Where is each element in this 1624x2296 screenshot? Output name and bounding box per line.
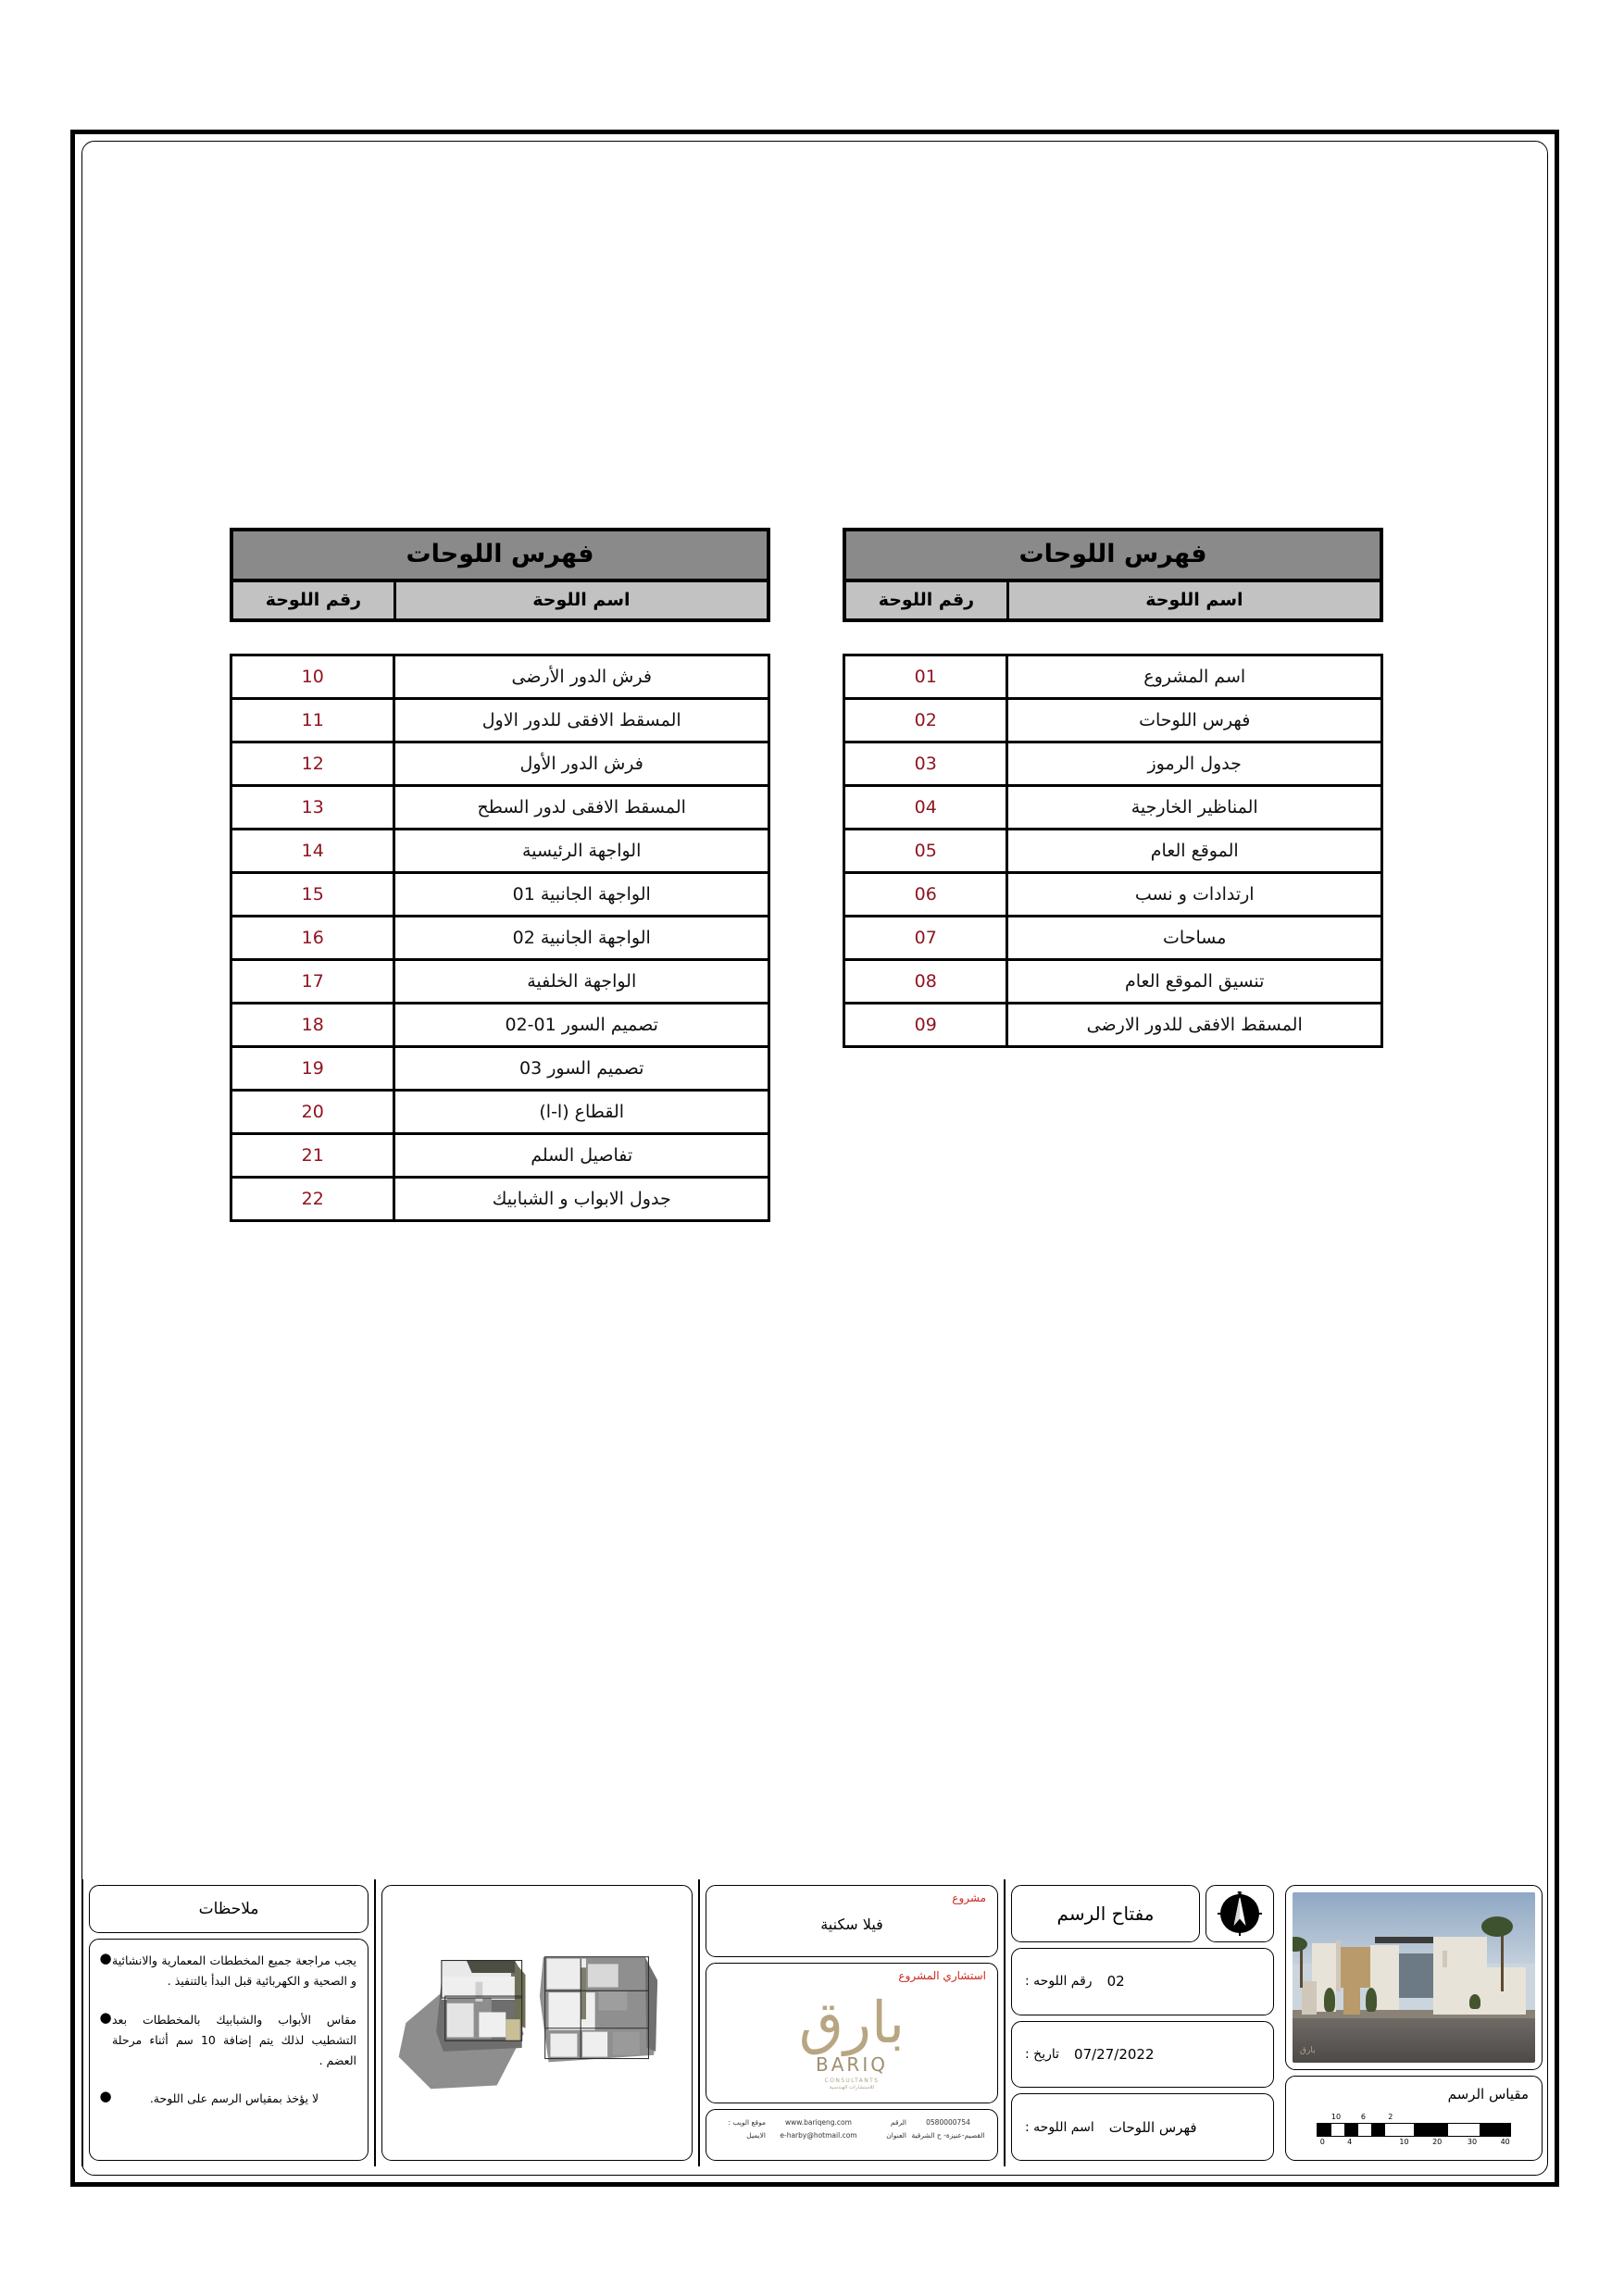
index-row-sheet-name: فهرس اللوحات [1006,700,1380,741]
index-row-sheet-name: القطاع (ا-ا) [393,1092,768,1132]
index-row[interactable] [232,700,768,743]
sheet-number-field [1011,1948,1274,2015]
address-label: العنوان [886,2131,906,2140]
index-row[interactable] [232,1179,768,1219]
index-row-sheet-name: الواجهة الخلفية [393,961,768,1002]
villa-exterior-render [1293,1892,1535,2063]
index-row-sheet-number: 17 [301,971,324,992]
render-road [1293,2018,1535,2063]
address-value: القصيم-عنيزة- ح الشرقية [911,2131,985,2140]
index-row-sheet-number: 12 [301,754,324,774]
index-column-headers-left [233,582,767,618]
index-row-sheet-number: 21 [301,1145,324,1166]
scale-bar-graphic [1317,2112,1511,2148]
index-row-sheet-name: جدول الابواب و الشبابيك [393,1179,768,1219]
index-row[interactable] [845,961,1380,1004]
project-column [698,1879,1004,2166]
index-row[interactable] [232,787,768,830]
render-fin [1336,1940,1341,1991]
logo-arabic-mark: بارق [798,1989,906,2056]
scale-tick-bottom: 20 [1432,2138,1443,2146]
axonometric-plans-image [390,1893,684,2152]
bariq-logo [706,1988,997,2097]
north-arrow-icon [1216,1890,1264,1938]
north-letter-label: N [1237,1890,1243,1899]
index-row-sheet-number: 07 [914,928,937,948]
index-row[interactable] [232,743,768,787]
drawing-key-heading: مفتاح الرسم [1056,1903,1155,1925]
index-row-sheet-number: 06 [914,884,937,905]
index-row[interactable] [845,743,1380,787]
render-shrub [1366,1988,1377,2012]
contact-row-email [718,2129,986,2142]
sheet-name-value: فهرس اللوحات [1108,2118,1197,2136]
date-field [1011,2021,1274,2089]
scale-panel [1285,2076,1543,2161]
index-column-headers-right [846,582,1380,618]
consultant-tag: استشاري المشروع [898,1969,986,1982]
index-row-sheet-name: المسقط الافقى للدور الارضى [1006,1004,1380,1045]
column-header-sheet-name: اسم اللوحة [1006,582,1380,618]
index-rows-left [230,654,770,1222]
exterior-render-panel [1285,1885,1543,2070]
logo-subtitle-arabic: للاستشارات الهندسية [829,2085,875,2090]
number-value: 0580000754 [926,2118,970,2127]
index-row-sheet-number: 01 [914,667,937,687]
index-row-sheet-number: 04 [914,797,937,817]
index-row-sheet-name: المسقط الافقى لدور السطح [393,787,768,828]
render-entry-door [1343,1978,1360,2015]
email-label: الايميل [746,2131,766,2140]
date-label: تاريخ : [1025,2047,1060,2062]
index-row[interactable] [232,917,768,961]
index-row-sheet-number: 09 [914,1015,937,1035]
scale-tick-bottom: 30 [1467,2138,1478,2146]
index-table-header-right [843,528,1383,622]
axonometric-plans-svg [390,1893,684,2152]
notes-column [81,1879,374,2166]
note-item [99,2089,358,2109]
column-header-sheet-name: اسم اللوحة [394,582,767,618]
column-header-sheet-number: رقم اللوحة [878,590,975,610]
website-label: موقع الويب : [728,2118,766,2127]
axonometric-plans-panel [381,1885,693,2161]
index-row[interactable] [232,830,768,874]
index-row-sheet-number: 11 [301,710,324,730]
render-shrub [1469,1994,1480,2009]
sheet-index-table-right [843,528,1383,1048]
index-title-right: فهرس اللوحات [846,531,1380,582]
note-item [99,2010,358,2071]
index-row-sheet-number: 18 [301,1015,324,1035]
visual-column [1280,1879,1548,2166]
index-row-sheet-name: الواجهة الرئيسية [393,830,768,871]
index-row[interactable] [232,1048,768,1092]
index-row-sheet-name: ارتدادات و نسب [1006,874,1380,915]
index-row-sheet-name: جدول الرموز [1006,743,1380,784]
number-label: الرقم [890,2118,906,2127]
bullet-icon: ● [99,2008,112,2026]
index-row[interactable] [232,1092,768,1135]
index-row-sheet-name: الواجهة الجانبية 02 [393,917,768,958]
scale-ticks-top [1317,2112,1511,2123]
contact-row-website [718,2116,986,2129]
consultant-panel [706,1963,998,2103]
drawing-key-title-panel [1011,1885,1200,1942]
index-row-sheet-name: فرش الدور الأرضى [393,656,768,697]
index-rows-right [843,654,1383,1048]
index-row-sheet-name: مساحات [1006,917,1380,958]
index-row-sheet-name: الواجهة الجانبية 01 [393,874,768,915]
scale-bar [1317,2123,1511,2137]
index-row[interactable] [232,1004,768,1048]
index-row-sheet-number: 03 [914,754,937,774]
index-row[interactable] [232,1135,768,1179]
index-row-sheet-number: 20 [301,1102,324,1122]
project-panel [706,1885,998,1957]
bullet-icon: ● [99,1950,112,1966]
scale-tick-bottom: 40 [1500,2138,1510,2146]
index-row[interactable] [845,830,1380,874]
scale-label: مقياس الرسم [1447,2086,1529,2103]
sheet-name-label: اسم اللوحه : [1025,2119,1094,2135]
scale-tick-bottom: 0 [1319,2138,1325,2146]
index-row-sheet-name: اسم المشروع [1006,656,1380,697]
drawing-key-header-row [1011,1885,1274,1942]
sheet-name-field [1011,2093,1274,2161]
render-slot-window [1443,1951,1446,1967]
index-row-sheet-name: تصميم السور 03 [393,1048,768,1089]
index-row-sheet-name: تصميم السور 01-02 [393,1004,768,1045]
index-row-sheet-number: 15 [301,884,324,905]
index-row[interactable] [845,656,1380,700]
index-row-sheet-number: 16 [301,928,324,948]
scale-tick-bottom: 4 [1347,2138,1353,2146]
index-row-sheet-number: 19 [301,1058,324,1079]
title-block [81,1879,1548,2166]
index-row-sheet-number: 02 [914,710,937,730]
index-row-sheet-number: 13 [301,797,324,817]
index-row-sheet-name: المناظير الخارجية [1006,787,1380,828]
sheet-number-label: رقم اللوحه : [1025,1974,1093,1990]
scale-ticks-bottom [1317,2137,1511,2148]
index-row[interactable] [845,874,1380,917]
notes-body-panel [89,1939,369,2161]
axonometric-plans-column [374,1879,698,2166]
render-palm-fronds [1481,1916,1513,1937]
notes-heading-panel [89,1885,369,1933]
render-watermark: بارق [1300,2046,1316,2055]
contact-panel [706,2109,998,2161]
index-row-sheet-number: 22 [301,1189,324,1209]
column-header-sheet-number: رقم اللوحة [265,590,362,610]
bullet-icon: ● [99,2088,112,2105]
render-glazing [1399,1953,1433,1998]
index-row[interactable] [845,787,1380,830]
index-row[interactable] [845,700,1380,743]
sheet-number-value: 02 [1106,1973,1125,1990]
email-value: e-harby@hotmail.com [780,2131,857,2140]
logo-subtitle: CONSULTANTS [824,2078,880,2084]
sheet-index-table-left [230,528,770,1222]
note-text: لا يؤخذ بمقياس الرسم على اللوحة. [149,2091,319,2106]
project-tag: مشروع [952,1891,986,1904]
render-fence-left [1302,1981,1317,2015]
index-row[interactable] [232,656,768,700]
index-row[interactable] [845,917,1380,961]
scale-tick-top: 2 [1388,2113,1393,2121]
index-row-sheet-number: 14 [301,841,324,861]
index-table-header-left [230,528,770,622]
website-value: www.bariqeng.com [785,2118,852,2127]
render-boundary-wall [1487,1967,1526,2015]
drawing-key-column [1004,1879,1280,2166]
north-arrow-panel [1206,1885,1274,1942]
logo-wordmark: BARIQ [816,2053,888,2076]
scale-tick-bottom: 10 [1399,2138,1409,2146]
index-row-sheet-number: 08 [914,971,937,992]
date-value: 07/27/2022 [1074,2046,1155,2063]
index-row-sheet-number: 10 [301,667,324,687]
note-text: مقاس الأبواب والشبابيك بالمخططات بعد التشطيب لذلك يتم إضافة 10 سم أثناء مرحلة العضم . [112,2012,356,2067]
note-item [99,1951,358,1991]
note-text: يجب مراجعة جميع المخططات المعمارية والانشائية و الصحية و الكهربائية قبل البدأ بالتنفيذ . [112,1953,356,1988]
index-row-sheet-name: تفاصيل السلم [393,1135,768,1176]
render-shrub [1324,1988,1335,2012]
index-row[interactable] [845,1004,1380,1045]
north-arrow-svg [1216,1890,1264,1938]
index-title-left: فهرس اللوحات [233,531,767,582]
index-row[interactable] [232,874,768,917]
index-row-sheet-name: المسقط الافقى للدور الاول [393,700,768,741]
scale-tick-top: 6 [1360,2113,1366,2121]
index-row-sheet-name: تنسيق الموقع العام [1006,961,1380,1002]
notes-heading: ملاحظات [198,1900,259,1918]
project-name: فيلا سكنية [820,1915,883,1933]
index-row-sheet-number: 05 [914,841,937,861]
scale-tick-top: 10 [1330,2113,1342,2121]
index-row-sheet-name: فرش الدور الأول [393,743,768,784]
index-row[interactable] [232,961,768,1004]
index-row-sheet-name: الموقع العام [1006,830,1380,871]
